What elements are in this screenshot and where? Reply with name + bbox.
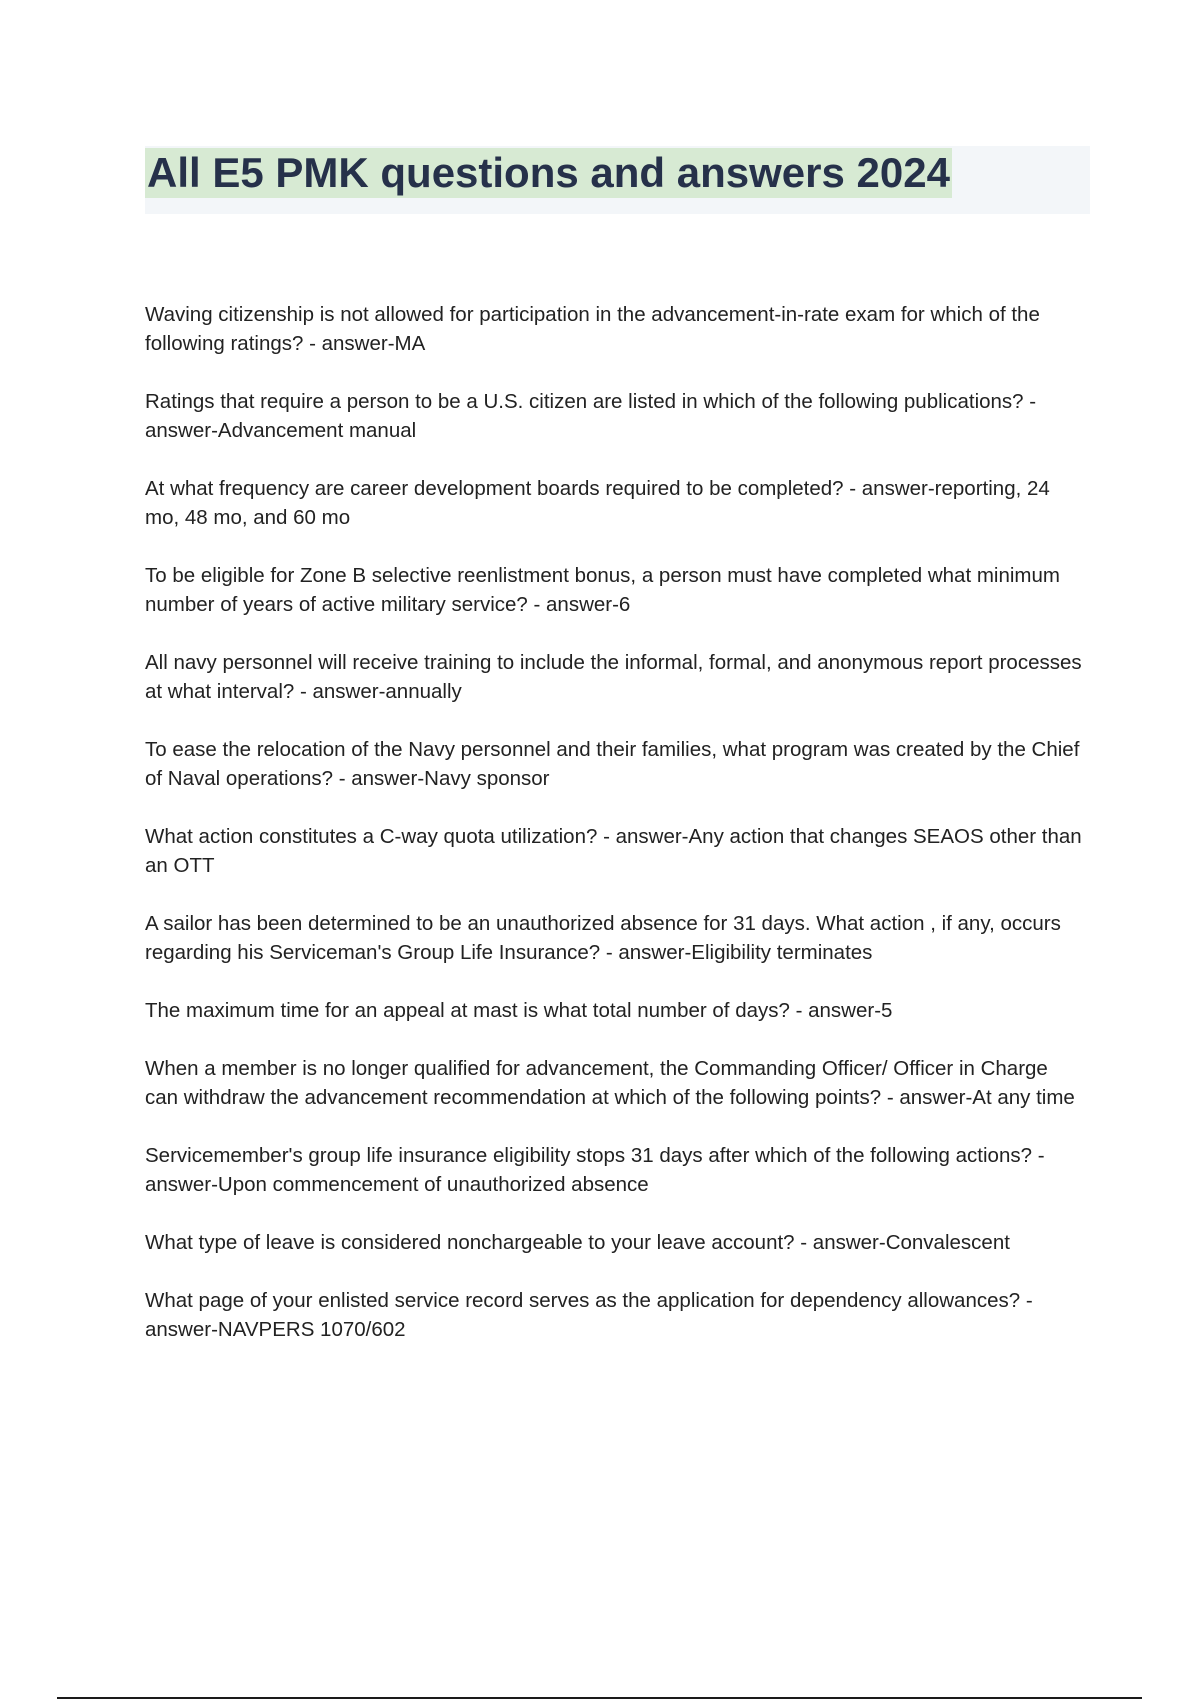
qa-item-5: All navy personnel will receive training to include the informal, formal, and anonymous report processes at what interval? - answer-annually	[145, 651, 1082, 703]
qa-item-10: When a member is no longer qualified for advancement, the Commanding Officer/ Officer in Charge can withdraw the advancement recommendation at which of the following points? - answer-At any time	[145, 1057, 1075, 1109]
qa-item-4: To be eligible for Zone B selective reenlistment bonus, a person must have completed what minimum number of years of active military service? - answer-6	[145, 564, 1060, 616]
qa-item-13: What page of your enlisted service record serves as the application for dependency allowances? - answer-NAVPERS 1070/602	[145, 1289, 1033, 1341]
qa-list	[145, 300, 1085, 1373]
footer-divider	[57, 1697, 1142, 1699]
qa-item-8: A sailor has been determined to be an unauthorized absence for 31 days. What action , if any, occurs regarding his Serviceman's Group Life Insurance? - answer-Eligibility terminates	[145, 912, 1061, 964]
qa-item-2: Ratings that require a person to be a U.S. citizen are listed in which of the following publications? - answer-Advancement manual	[145, 390, 1037, 442]
qa-item-7: What action constitutes a C-way quota utilization? - answer-Any action that changes SEAOS other than an OTT	[145, 825, 1082, 877]
qa-item-3: At what frequency are career development boards required to be completed? - answer-reporting, 24 mo, 48 mo, and 60 mo	[145, 477, 1050, 529]
document-title: All E5 PMK questions and answers 2024	[147, 149, 950, 196]
qa-item-6: To ease the relocation of the Navy personnel and their families, what program was created by the Chief of Naval operations? - answer-Navy sponsor	[145, 738, 1080, 790]
qa-item-9: The maximum time for an appeal at mast is what total number of days? - answer-5	[145, 999, 893, 1022]
qa-item-1: Waving citizenship is not allowed for participation in the advancement-in-rate exam for which of the following ratings? - answer-MA	[145, 303, 1040, 355]
qa-item-11: Servicemember's group life insurance eligibility stops 31 days after which of the following actions? - answer-Upon commencement of unauthorized absence	[145, 1144, 1045, 1196]
qa-item-12: What type of leave is considered nonchargeable to your leave account? - answer-Convalescent	[145, 1231, 1010, 1254]
